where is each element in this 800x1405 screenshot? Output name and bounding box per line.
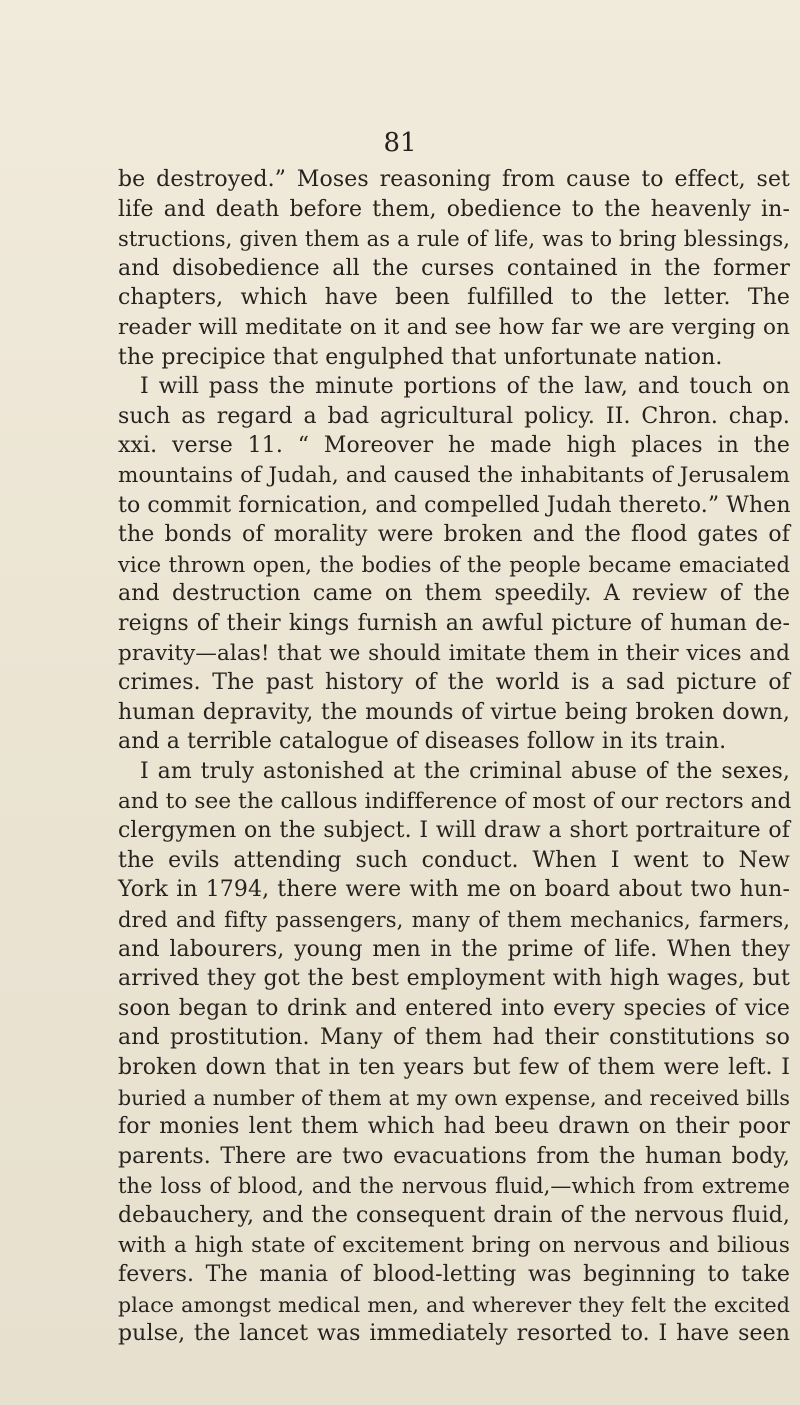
text-line: and destruction came on them speedily. A review of the — [118, 581, 790, 607]
text-line: I will pass the minute portions of the law, and touch on — [140, 374, 790, 400]
text-line: fevers. The mania of blood-letting was beginning to take — [118, 1262, 790, 1288]
text-line: reigns of their kings furnish an awful picture of human de- — [118, 611, 790, 636]
text-line: such as regard a bad agricultural policy. II. Chron. chap. — [118, 403, 790, 429]
text-line: soon began to drink and entered into every species of vice — [118, 995, 790, 1021]
text-line: the precipice that engulphed that unfortunate nation. — [118, 344, 723, 370]
text-line: the bonds of morality were broken and the flood gates of — [118, 522, 790, 548]
text-line: pulse, the lancet was immediately resorted to. I have seen — [118, 1321, 790, 1347]
text-line: structions, given them as a rule of life, was to bring blessings, — [118, 227, 790, 252]
text-line: to commit fornication, and compelled Judah thereto.” When — [118, 492, 791, 518]
text-line: debauchery, and the consequent drain of the nervous fluid, — [118, 1203, 790, 1228]
text-line: and a terrible catalogue of diseases follow in its train. — [118, 729, 727, 755]
text-line: the evils attending such conduct. When I went to New — [118, 847, 790, 873]
text-line: buried a number of them at my own expense, and received bills — [118, 1085, 790, 1110]
text-line: and prostitution. Many of them had their constitutions so — [118, 1025, 790, 1051]
text-line: York in 1794, there were with me on board about two hun- — [118, 877, 790, 903]
text-line: pravity—alas! that we should imitate them in their vices and — [118, 640, 790, 666]
text-line: clergymen on the subject. I will draw a short portraiture of — [118, 818, 790, 844]
text-line: reader will meditate on it and see how far we are verging on — [118, 315, 790, 340]
text-line: broken down that in ten years but few of them were left. I — [118, 1055, 790, 1080]
text-line: life and death before them, obedience to the heavenly in- — [118, 196, 790, 222]
text-line: and labourers, young men in the prime of life. When they — [118, 936, 790, 962]
text-line: chapters, which have been fulfilled to the letter. The — [118, 285, 790, 311]
text-line: with a high state of excitement bring on nervous and bilious — [118, 1232, 790, 1258]
text-line: crimes. The past history of the world is a sad picture of — [118, 670, 790, 696]
text-line: for monies lent them which had beeu drawn on their poor — [118, 1114, 790, 1140]
text-line: dred and fifty passengers, many of them mechanics, farmers, — [118, 908, 790, 932]
text-line: I am truly astonished at the criminal abuse of the sexes, — [140, 759, 790, 784]
text-line: human depravity, the mounds of virtue being broken down, — [118, 699, 790, 725]
text-line: arrived they got the best employment with high wages, but — [118, 966, 790, 992]
page-number: 81 — [383, 128, 417, 158]
text-line: and disobedience all the curses contained in the former — [118, 255, 790, 281]
text-line: vice thrown open, the bodies of the people became emaciated — [118, 552, 790, 577]
text-line: the loss of blood, and the nervous fluid,—which from extreme — [118, 1174, 790, 1199]
text-line: parents. There are two evacuations from the human body, — [118, 1143, 790, 1169]
text-line: xxi. verse 11. “ Moreover he made high places in the — [118, 433, 790, 459]
text-line: mountains of Judah, and caused the inhabitants of Jerusalem — [118, 463, 790, 488]
text-line: and to see the callous indifference of most of our rectors and — [118, 788, 792, 814]
text-line: be destroyed.” Moses reasoning from cause to effect, set — [118, 167, 790, 192]
text-line: place amongst medical men, and wherever they felt the excited — [118, 1292, 790, 1317]
